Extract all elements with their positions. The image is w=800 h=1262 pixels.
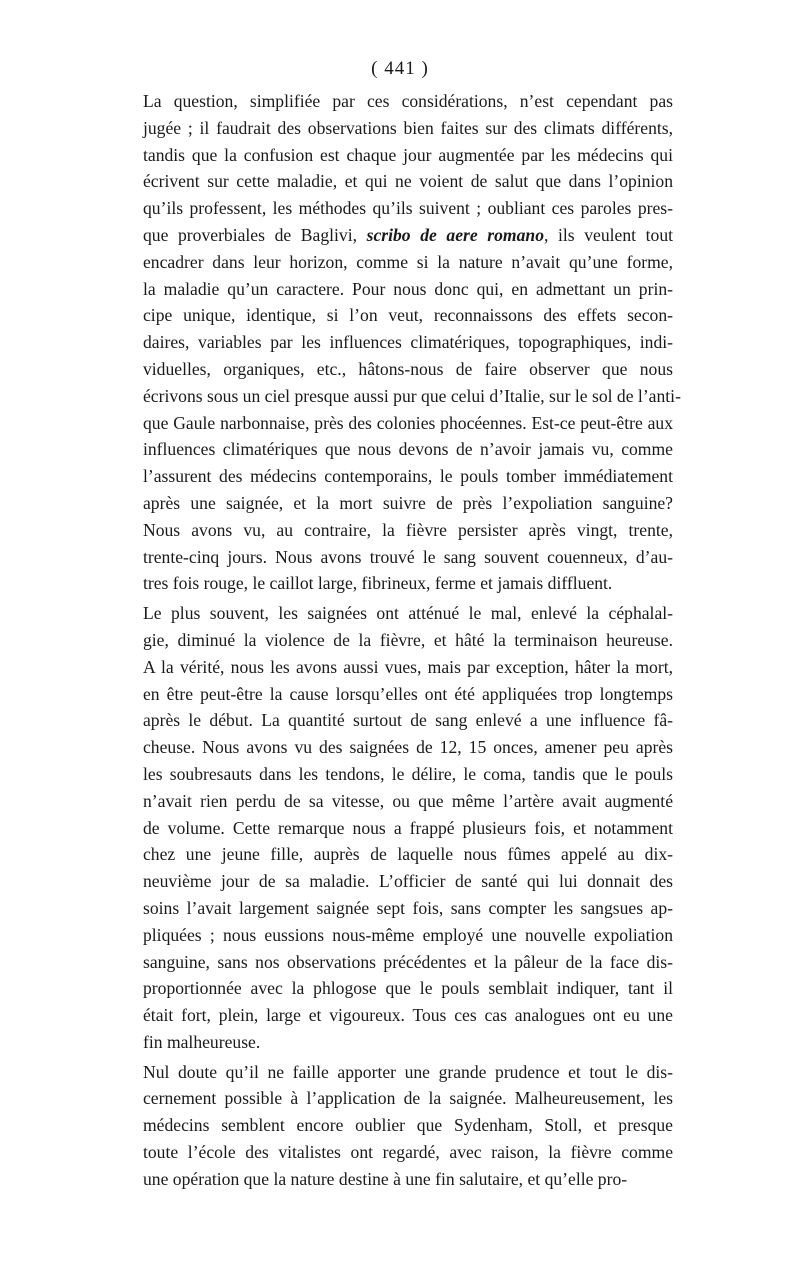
text-line: pliquées ; nous eussions nous-même employé une nouvelle expoliation — [143, 924, 673, 945]
text-line: tandis que la confusion est chaque jour augmentée par les médecins qui — [143, 144, 673, 165]
text-line: chez une jeune fille, auprès de laquelle nous fûmes appelé au dix- — [143, 844, 673, 865]
text-line: jugée ; il faudrait des observations bien faites sur des climats différents, — [143, 117, 673, 138]
text-line: que proverbiales de Baglivi, scribo de aere romano, ils veulent tout — [143, 224, 673, 245]
paragraph-2 — [143, 600, 673, 1056]
text-line: de volume. Cette remarque nous a frappé plusieurs fois, et notamment — [143, 817, 673, 838]
text-line: l’assurent des médecins contemporains, le pouls tomber immédiatement — [143, 466, 673, 487]
text-line: n’avait rien perdu de sa vitesse, ou que même l’artère avait augmenté — [143, 790, 673, 811]
text-line: gie, diminué la violence de la fièvre, et hâté la terminaison heureuse. — [143, 629, 673, 650]
text-line: proportionnée avec la phlogose que le pouls semblait indiquer, tant il — [143, 978, 673, 999]
text-line: Le plus souvent, les saignées ont atténué le mal, enlevé la céphalal- — [143, 603, 673, 624]
text-line: la maladie qu’un caractere. Pour nous donc qui, en admettant un prin- — [143, 278, 673, 299]
body-text — [143, 88, 681, 1193]
text-line: La question, simplifiée par ces considérations, n’est cependant pas — [143, 91, 673, 111]
text-line: sanguine, sans nos observations précédentes et la pâleur de la face dis- — [143, 951, 673, 972]
text-line: médecins semblent encore oublier que Sydenham, Stoll, et presque — [143, 1115, 673, 1136]
text-line: après une saignée, et la mort suivre de près l’expoliation sanguine? — [143, 492, 673, 513]
text-line: était fort, plein, large et vigoureux. Tous ces cas analogues ont eu une — [143, 1005, 673, 1026]
text-line: que Gaule narbonnaise, près des colonies phocéennes. Est-ce peut-être aux — [143, 412, 673, 433]
text-line: cipe unique, identique, si l’on veut, reconnaissons des effets secon- — [143, 305, 673, 326]
text-line: fin malheureuse. — [143, 1031, 261, 1052]
paragraph-1 — [143, 88, 681, 597]
text-line: cernement possible à l’application de la saignée. Malheureusement, les — [143, 1088, 673, 1109]
page-number: ( 441 ) — [371, 58, 429, 79]
text-line: encadrer dans leur horizon, comme si la nature n’avait qu’une forme, — [143, 251, 673, 272]
text-line: Nul doute qu’il ne faille apporter une grande prudence et tout le dis- — [143, 1061, 673, 1082]
text-line: une opération que la nature destine à une fin salutaire, et qu’elle pro- — [143, 1168, 628, 1189]
text-line: Nous avons vu, au contraire, la fièvre persister après vingt, trente, — [143, 519, 673, 540]
paragraph-3 — [143, 1059, 673, 1193]
text-line: viduelles, organiques, etc., hâtons-nous de faire observer que nous — [143, 358, 673, 379]
text-line: écrivons sous un ciel presque aussi pur que celui d’Italie, sur le sol de l’anti- — [143, 385, 681, 406]
text-line: A la vérité, nous les avons aussi vues, mais par exception, hâter la mort, — [143, 656, 673, 677]
text-line: en être peut-être la cause lorsqu’elles ont été appliquées trop longtemps — [143, 683, 673, 704]
text-line: soins l’avait largement saignée sept fois, sans compter les sangsues ap- — [143, 897, 673, 918]
text-line: cheuse. Nous avons vu des saignées de 12, 15 onces, amener peu après — [143, 737, 673, 758]
text-line: trente-cinq jours. Nous avons trouvé le sang souvent couenneux, d’au- — [143, 546, 673, 567]
text-line: qu’ils professent, les méthodes qu’ils suivent ; oubliant ces paroles pres- — [143, 198, 673, 219]
text-line: influences climatériques que nous devons de n’avoir jamais vu, comme — [143, 439, 673, 460]
text-line: daires, variables par les influences climatériques, topographiques, indi- — [143, 332, 673, 353]
text-line: neuvième jour de sa maladie. L’officier de santé qui lui donnait des — [143, 871, 673, 892]
text-line: toute l’école des vitalistes ont regardé, avec raison, la fièvre comme — [143, 1142, 673, 1163]
text-line: écrivent sur cette maladie, et qui ne voient de salut que dans l’opinion — [143, 171, 673, 192]
text-line: les soubresauts dans les tendons, le délire, le coma, tandis que le pouls — [143, 763, 673, 784]
text-line: tres fois rouge, le caillot large, fibrineux, ferme et jamais diffluent. — [143, 573, 613, 594]
text-line: après le début. La quantité surtout de sang enlevé a une influence fâ- — [143, 710, 673, 731]
